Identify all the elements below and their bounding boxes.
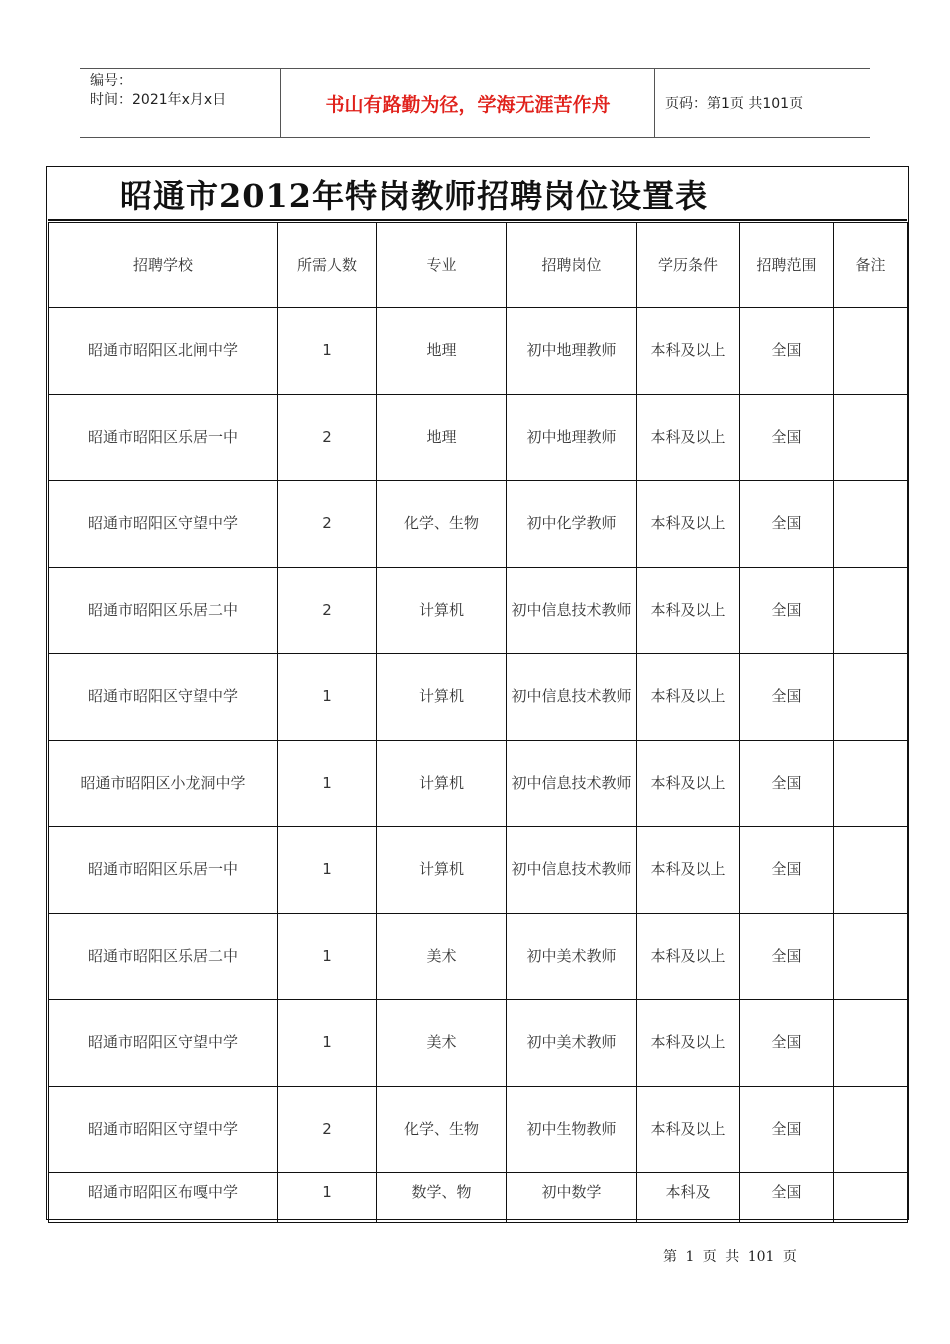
count-cell: 1 <box>278 654 377 741</box>
post-cell: 初中生物教师 <box>507 1086 637 1173</box>
major-cell: 计算机 <box>377 827 507 914</box>
education-cell: 本科及以上 <box>637 827 740 914</box>
column-header: 备注 <box>834 223 908 308</box>
count-cell: 1 <box>278 827 377 914</box>
positions-table <box>48 222 908 1223</box>
scope-cell: 全国 <box>740 827 834 914</box>
number-label: 编号： <box>90 73 132 89</box>
scope-cell: 全国 <box>740 567 834 654</box>
page-footer: 第 1 页 共 101 页 <box>663 1249 797 1265</box>
major-cell: 计算机 <box>377 654 507 741</box>
note-cell <box>834 308 908 395</box>
table-row <box>49 308 908 395</box>
major-cell: 美术 <box>377 1000 507 1087</box>
note-cell <box>834 1086 908 1173</box>
scope-cell: 全国 <box>740 654 834 741</box>
header-meta <box>80 69 281 137</box>
table-row <box>49 913 908 1000</box>
school-cell: 昭通市昭阳区布嘎中学 <box>49 1173 278 1223</box>
scope-cell: 全国 <box>740 1086 834 1173</box>
document-title: 昭通市2012年特岗教师招聘岗位设置表 <box>120 177 709 215</box>
scope-cell: 全国 <box>740 1000 834 1087</box>
table-header-row <box>49 223 908 308</box>
school-cell: 昭通市昭阳区北闸中学 <box>49 308 278 395</box>
post-cell: 初中信息技术教师 <box>507 567 637 654</box>
note-cell <box>834 913 908 1000</box>
count-cell: 2 <box>278 567 377 654</box>
major-cell: 地理 <box>377 394 507 481</box>
major-cell: 计算机 <box>377 567 507 654</box>
school-cell: 昭通市昭阳区乐居一中 <box>49 827 278 914</box>
post-cell: 初中信息技术教师 <box>507 740 637 827</box>
scope-cell: 全国 <box>740 740 834 827</box>
post-cell: 初中美术教师 <box>507 1000 637 1087</box>
major-cell: 计算机 <box>377 740 507 827</box>
education-cell: 本科及以上 <box>637 1000 740 1087</box>
note-cell <box>834 827 908 914</box>
education-cell: 本科及以上 <box>637 394 740 481</box>
column-header: 招聘岗位 <box>507 223 637 308</box>
education-cell: 本科及以上 <box>637 481 740 568</box>
header-page-info: 页码：第1页 共101页 <box>665 96 804 112</box>
note-cell <box>834 567 908 654</box>
table-row <box>49 1173 908 1223</box>
scope-cell: 全国 <box>740 394 834 481</box>
note-cell <box>834 740 908 827</box>
post-cell: 初中地理教师 <box>507 394 637 481</box>
post-cell: 初中化学教师 <box>507 481 637 568</box>
count-cell: 1 <box>278 1173 377 1223</box>
header-motto: 书山有路勤为径，学海无涯苦作舟 <box>282 69 655 137</box>
school-cell: 昭通市昭阳区守望中学 <box>49 1086 278 1173</box>
post-cell: 初中美术教师 <box>507 913 637 1000</box>
table-row <box>49 654 908 741</box>
post-cell: 初中地理教师 <box>507 308 637 395</box>
count-cell: 1 <box>278 308 377 395</box>
count-cell: 2 <box>278 394 377 481</box>
school-cell: 昭通市昭阳区乐居一中 <box>49 394 278 481</box>
scope-cell: 全国 <box>740 913 834 1000</box>
school-cell: 昭通市昭阳区小龙洞中学 <box>49 740 278 827</box>
education-cell: 本科及以上 <box>637 740 740 827</box>
table-row <box>49 827 908 914</box>
table-row <box>49 481 908 568</box>
count-cell: 1 <box>278 1000 377 1087</box>
count-cell: 1 <box>278 740 377 827</box>
column-header: 专业 <box>377 223 507 308</box>
education-cell: 本科及以上 <box>637 567 740 654</box>
column-header: 所需人数 <box>278 223 377 308</box>
column-header: 招聘学校 <box>49 223 278 308</box>
scope-cell: 全国 <box>740 1173 834 1223</box>
count-cell: 2 <box>278 1086 377 1173</box>
page-header <box>80 68 870 138</box>
school-cell: 昭通市昭阳区守望中学 <box>49 481 278 568</box>
note-cell <box>834 1000 908 1087</box>
education-cell: 本科及以上 <box>637 654 740 741</box>
school-cell: 昭通市昭阳区守望中学 <box>49 1000 278 1087</box>
table-row <box>49 740 908 827</box>
education-cell: 本科及以上 <box>637 913 740 1000</box>
major-cell: 化学、生物 <box>377 1086 507 1173</box>
table-row <box>49 1000 908 1087</box>
major-cell: 美术 <box>377 913 507 1000</box>
major-cell: 地理 <box>377 308 507 395</box>
note-cell <box>834 1173 908 1223</box>
school-cell: 昭通市昭阳区乐居二中 <box>49 913 278 1000</box>
note-cell <box>834 654 908 741</box>
post-cell: 初中数学 <box>507 1173 637 1223</box>
education-cell: 本科及以上 <box>637 1086 740 1173</box>
education-cell: 本科及以上 <box>637 308 740 395</box>
column-header: 学历条件 <box>637 223 740 308</box>
table-row <box>49 394 908 481</box>
count-cell: 2 <box>278 481 377 568</box>
scope-cell: 全国 <box>740 308 834 395</box>
table-row <box>49 567 908 654</box>
scope-cell: 全国 <box>740 481 834 568</box>
title-divider <box>48 219 907 221</box>
education-cell: 本科及 <box>637 1173 740 1223</box>
count-cell: 1 <box>278 913 377 1000</box>
column-header: 招聘范围 <box>740 223 834 308</box>
post-cell: 初中信息技术教师 <box>507 827 637 914</box>
post-cell: 初中信息技术教师 <box>507 654 637 741</box>
table-row <box>49 1086 908 1173</box>
note-cell <box>834 394 908 481</box>
school-cell: 昭通市昭阳区守望中学 <box>49 654 278 741</box>
school-cell: 昭通市昭阳区乐居二中 <box>49 567 278 654</box>
date-label: 时间：2021年x月x日 <box>90 92 227 108</box>
major-cell: 化学、生物 <box>377 481 507 568</box>
major-cell: 数学、物 <box>377 1173 507 1223</box>
note-cell <box>834 481 908 568</box>
